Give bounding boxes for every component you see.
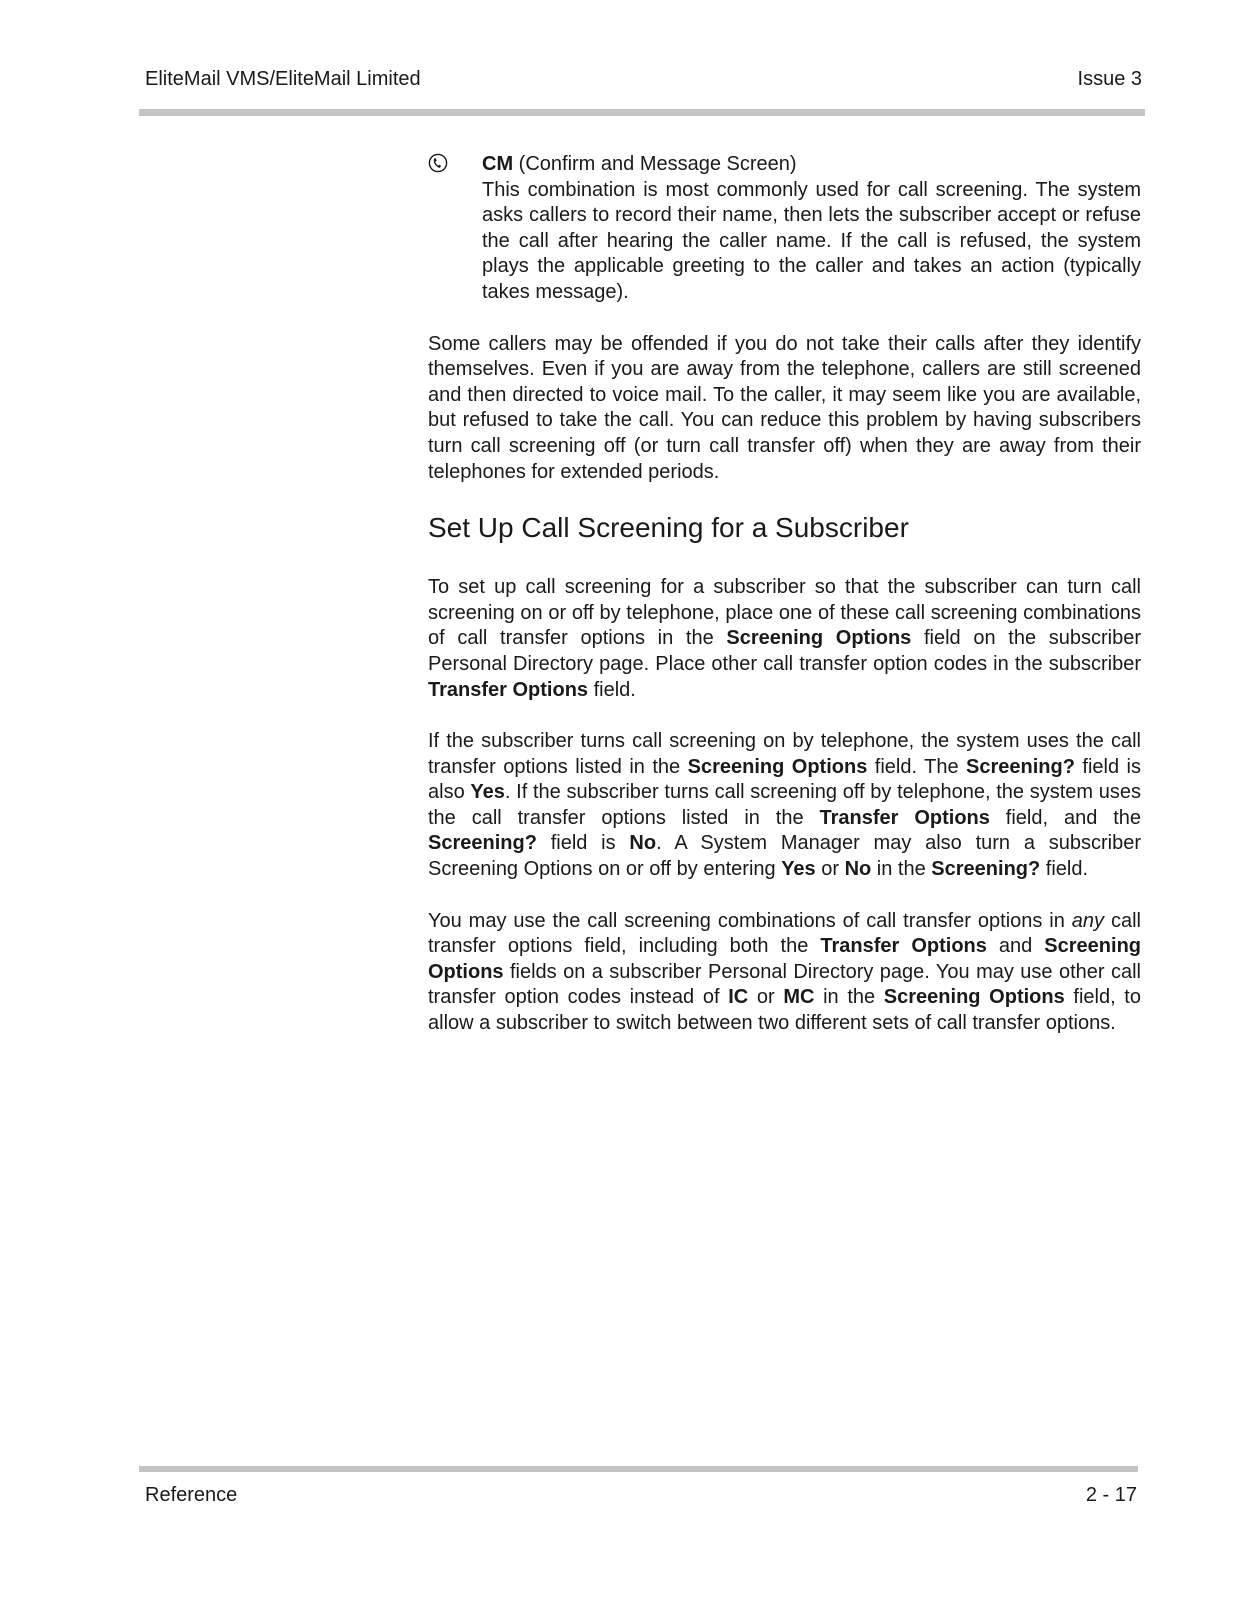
header-title: EliteMail VMS/EliteMail Limited — [145, 68, 421, 90]
footer-section: Reference — [145, 1484, 238, 1506]
page-number: 2 - 17 — [1085, 1484, 1137, 1506]
paragraph-setup: To set up call screening for a subscriber so that the subscriber can turn call screening on or off by telephone, place one of these call screening combinations of call transfer options in the Screening Options field on the subscriber Personal Directory page. Place other call transfer option codes in the subscriber Transfer Options field. — [428, 576, 1141, 701]
bullet-heading — [482, 152, 1141, 178]
footer-rule — [139, 1466, 1138, 1472]
bullet-text: This combination is most commonly used for call screening. The system asks callers to record their name, then lets the subscriber accept or refuse the call after hearing the caller name. If the call is refused, the system plays the applicable greeting to the caller and takes an action (typically takes message). — [482, 178, 1141, 303]
paragraph-offended: Some callers may be offended if you do not take their calls after they identify themselves. Even if you are away from the telephone, callers are still screened and then directed to voice mail. To the caller, it may seem like you are available, but refused to take the call. You can reduce this problem by having subscribers turn call screening off (or turn call transfer off) when they are away from their telephones for extended periods. — [428, 332, 1141, 483]
paragraph-combinations: You may use the call screening combinations of call transfer options in any call transfer options field, including both the Transfer Options and Screening Options fields on a subscriber Personal Directory page. You may use other call transfer option codes instead of IC or MC in the Screening Options field, to allow a subscriber to switch between two different sets of call transfer options. — [428, 909, 1141, 1035]
main-content — [428, 152, 1141, 1063]
bullet-item-cm — [428, 152, 1141, 306]
page-header — [145, 68, 1142, 94]
header-issue: Issue 3 — [1077, 68, 1142, 90]
telephone-icon — [428, 153, 448, 173]
header-rule — [139, 109, 1145, 116]
section-heading: Set Up Call Screening for a Subscriber — [428, 512, 909, 544]
bullet-code-desc: (Confirm and Message Screen) — [513, 153, 797, 175]
page-footer — [145, 1484, 1137, 1510]
bullet-code: CM — [482, 153, 514, 175]
paragraph-turns: If the subscriber turns call screening on by telephone, the system uses the call transfer options listed in the Screening Options field. The Screening? field is also Yes. If the subscriber turns call screening off by telephone, the system uses the call transfer options listed in the Transfer Options field, and the Screening? field is No. A System Manager may also turn a subscriber Screening Options on or off by entering Yes or No in the Screening? field. — [428, 730, 1142, 881]
